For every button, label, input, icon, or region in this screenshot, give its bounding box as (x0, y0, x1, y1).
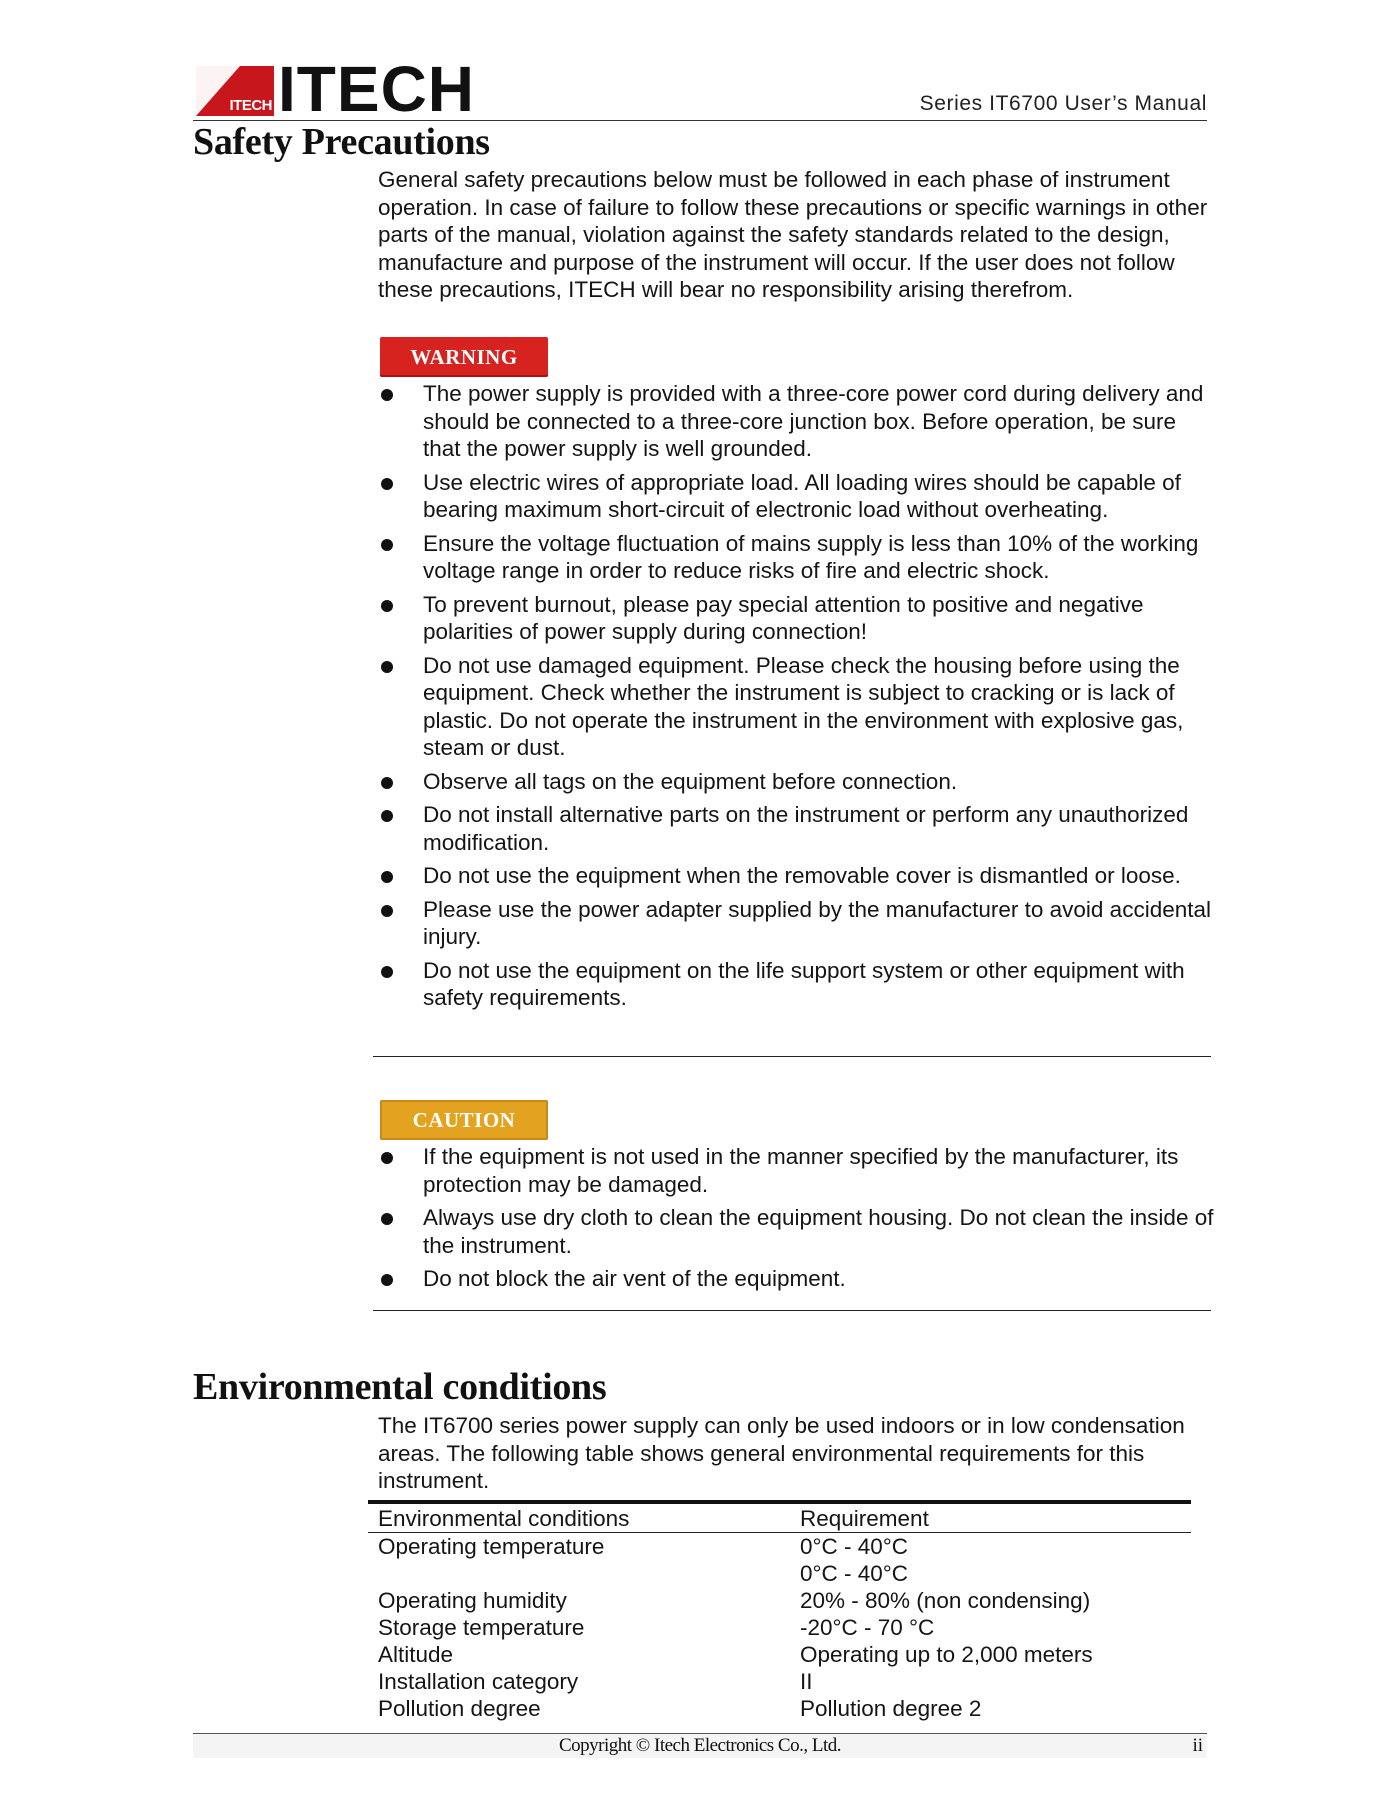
list-item-text: Ensure the voltage fluctuation of mains supply is less than 10% of the working voltage range in order to reduce risks of fire and electric shock. (423, 530, 1199, 583)
page-footer (193, 1733, 1207, 1758)
condition-cell: Installation category (378, 1669, 579, 1694)
environmental-conditions-heading: Environmental conditions (193, 1366, 607, 1408)
list-item-text: Please use the power adapter supplied by the manufacturer to avoid accidental injury. (423, 896, 1211, 949)
list-item (378, 862, 1214, 890)
list-item (378, 652, 1214, 762)
table-row (368, 1614, 1191, 1641)
bullet-icon (381, 1213, 393, 1225)
table-header-conditions: Environmental conditions (368, 1502, 790, 1533)
environment-table (368, 1500, 1191, 1722)
caution-list (378, 1143, 1214, 1299)
condition-cell: Operating humidity (378, 1588, 567, 1613)
page-header (193, 53, 1207, 125)
bullet-icon (381, 600, 393, 612)
list-item-text: To prevent burnout, please pay special attention to positive and negative polarities of power supply during connection! (423, 591, 1144, 644)
condition-cell: Pollution degree (378, 1696, 541, 1721)
table-row (368, 1695, 1191, 1722)
copyright-text: Copyright © Itech Electronics Co., Ltd. (559, 1735, 841, 1756)
list-item-text: Do not use the equipment when the removable cover is dismantled or loose. (423, 863, 1181, 888)
logo-wordmark: ITECH (278, 53, 475, 125)
list-item (378, 896, 1214, 951)
requirement-cell: 0°C - 40°C (800, 1534, 909, 1559)
bullet-icon (381, 1152, 393, 1164)
table-header-row (368, 1502, 1191, 1533)
warning-divider (373, 1056, 1211, 1057)
table-row (368, 1641, 1191, 1668)
requirement-cell: Pollution degree 2 (800, 1696, 982, 1721)
list-item-text: Do not install alternative parts on the instrument or perform any unauthorized modification. (423, 802, 1189, 855)
requirement-cell: II (800, 1669, 813, 1694)
list-item (378, 469, 1214, 524)
requirement-cell: 20% - 80% (non condensing) (800, 1588, 1091, 1613)
bullet-icon (381, 661, 393, 673)
table-row (368, 1533, 1191, 1561)
table-row (368, 1560, 1191, 1587)
list-item-text: Do not use the equipment on the life support system or other equipment with safety requirements. (423, 957, 1185, 1010)
environment-intro-paragraph: The IT6700 series power supply can only be used indoors or in low condensation areas. The following table shows general environmental requirements for this instrument. (378, 1413, 1185, 1493)
itech-logo (196, 53, 475, 125)
list-item-text: Observe all tags on the equipment before connection. (423, 768, 958, 794)
logo-emblem (196, 66, 274, 116)
list-item (378, 1265, 1214, 1293)
caution-label: CAUTION (380, 1100, 548, 1140)
bullet-icon (381, 810, 393, 822)
list-item-text: Do not block the air vent of the equipment. (423, 1266, 846, 1291)
bullet-icon (381, 871, 393, 883)
list-item (378, 957, 1214, 1012)
warning-label: WARNING (380, 337, 548, 377)
list-item (378, 1143, 1214, 1198)
condition-cell (368, 1560, 790, 1587)
requirement-cell: Operating up to 2,000 meters (800, 1642, 1093, 1667)
bullet-icon (381, 539, 393, 551)
list-item (378, 1204, 1214, 1259)
list-item-text: Do not use damaged equipment. Please check the housing before using the equipment. Check whether the instrument is subject to cracking or is lack of plastic. Do not operate the instrument in the environment with explosive gas, steam or dust. (423, 652, 1184, 760)
list-item (378, 530, 1214, 585)
page-number: ii (1192, 1735, 1203, 1756)
safety-intro-paragraph: General safety precautions below must be followed in each phase of instrument operation. In case of failure to follow these precautions or specific warnings in other parts of the manual, violation against the safety standards related to the design, manufacture and purpose of the instrument will occur. If the user does not follow these precautions, ITECH will bear no responsibility arising therefrom. (378, 167, 1208, 302)
bullet-icon (381, 905, 393, 917)
list-item-text: If the equipment is not used in the manner specified by the manufacturer, its protection may be damaged. (423, 1144, 1179, 1197)
list-item-text: Use electric wires of appropriate load. All loading wires should be capable of bearing maximum short-circuit of electronic load without overheating. (423, 469, 1181, 522)
list-item (378, 801, 1214, 856)
table-row (368, 1587, 1191, 1614)
bullet-icon (381, 1274, 393, 1286)
bullet-icon (381, 777, 393, 789)
list-item-text: The power supply is provided with a three-core power cord during delivery and should be connected to a three-core junction box. Before operation, be sure that the power supply is well grounded. (423, 381, 1204, 461)
caution-divider (373, 1310, 1211, 1311)
bullet-icon (381, 966, 393, 978)
logo-small-text: ITECH (229, 97, 272, 114)
bullet-icon (381, 389, 393, 401)
condition-cell: Altitude (378, 1642, 454, 1667)
warning-list (378, 380, 1214, 1018)
table-row (368, 1668, 1191, 1695)
list-item (378, 591, 1214, 646)
list-item (378, 380, 1214, 463)
list-item (378, 768, 1214, 796)
condition-cell: Operating temperature (378, 1534, 605, 1559)
safety-precautions-heading: Safety Precautions (193, 121, 490, 163)
bullet-icon (381, 478, 393, 490)
requirement-cell: 0°C - 40°C (800, 1561, 909, 1586)
list-item-text: Always use dry cloth to clean the equipment housing. Do not clean the inside of the instrument. (423, 1205, 1214, 1258)
document-title: Series IT6700 User’s Manual (919, 92, 1207, 115)
condition-cell: Storage temperature (378, 1615, 585, 1640)
table-header-requirement: Requirement (790, 1502, 1191, 1533)
requirement-cell: -20°C - 70 °C (800, 1615, 935, 1640)
